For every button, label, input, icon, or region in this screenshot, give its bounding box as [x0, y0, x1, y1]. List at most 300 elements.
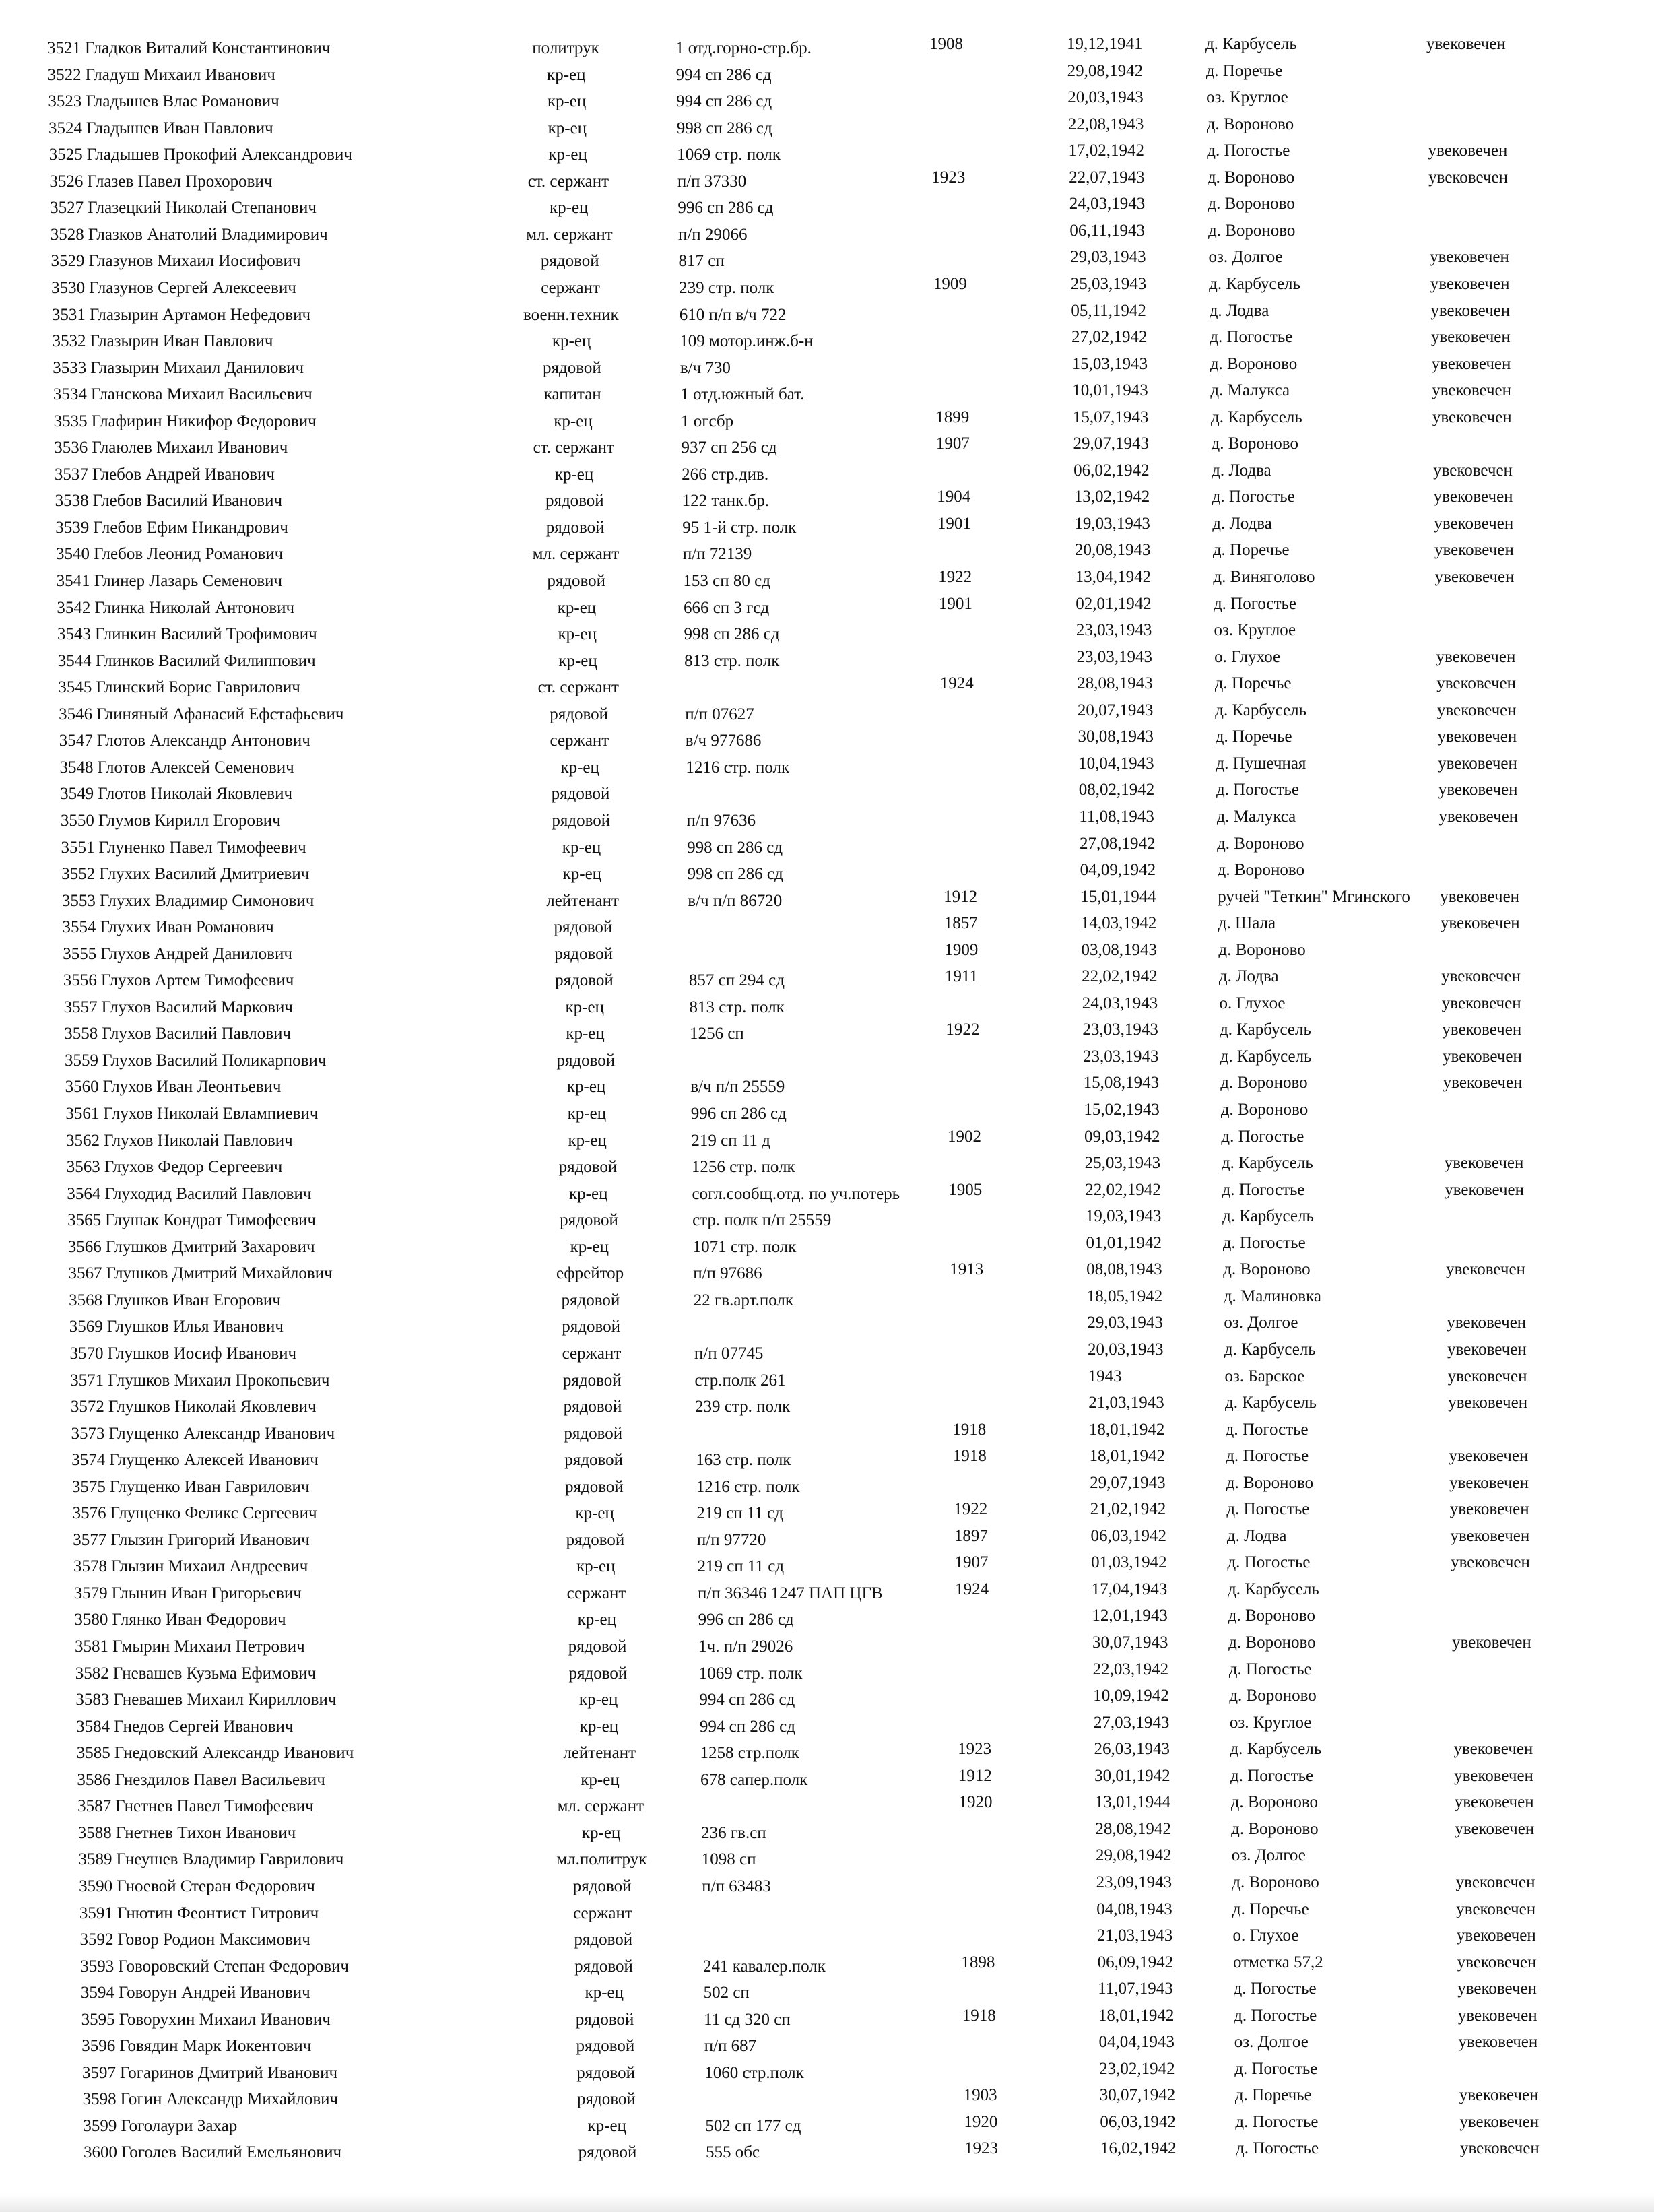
memorial-status: увековечен: [1450, 1526, 1530, 1545]
person-name: Глотов Николай Яковлевич: [98, 785, 293, 804]
record-number: 3558: [64, 1024, 98, 1043]
military-unit: 11 сд 320 сп: [704, 2010, 791, 2029]
person-name: Глухов Николай Павлович: [104, 1131, 293, 1150]
military-unit: 998 сп 286 сд: [676, 119, 772, 137]
record-number: 3583: [75, 1691, 110, 1710]
person-name: Глызин Михаил Андреевич: [110, 1557, 308, 1576]
burial-place: д. Вороново: [1231, 1819, 1319, 1838]
burial-place: д. Лодва: [1212, 461, 1271, 480]
military-unit: 502 сп 177 сд: [705, 2116, 801, 2135]
person-name: Глиняный Афанасий Ефстафьевич: [96, 705, 344, 723]
military-unit: 996 сп 286 сд: [690, 1105, 787, 1123]
record-number: 3578: [73, 1557, 107, 1576]
burial-place: д. Малиновка: [1223, 1287, 1321, 1305]
military-rank: рядовой: [572, 1877, 632, 1895]
military-unit: стр. полк п/п 25559: [692, 1211, 832, 1230]
burial-place: д. Погостье: [1212, 488, 1295, 507]
death-date: 23,03,1943: [1082, 1020, 1158, 1039]
death-date: 22,08,1943: [1067, 115, 1144, 133]
memorial-status: увековечен: [1434, 514, 1514, 533]
death-date: 20,03,1943: [1088, 1340, 1164, 1359]
military-rank: кр-ец: [562, 838, 601, 857]
military-unit: п/п 97686: [693, 1264, 762, 1283]
military-rank: кр-ец: [579, 1717, 619, 1736]
memorial-status: увековечен: [1426, 35, 1506, 53]
military-unit: стр.полк 261: [694, 1371, 786, 1390]
death-date: 18,01,1942: [1088, 1420, 1165, 1439]
military-unit: 1 отд.южный бат.: [680, 385, 805, 404]
record-number: 3568: [69, 1291, 103, 1309]
person-name: Гладышев Влас Романович: [86, 92, 279, 111]
person-name: Гогаринов Дмитрий Иванович: [119, 2063, 338, 2082]
military-unit: согл.сообщ.отд. по уч.потерь: [692, 1184, 900, 1203]
military-rank: рядовой: [564, 1424, 623, 1443]
death-date: 13,02,1942: [1073, 488, 1150, 507]
record-number: 3523: [48, 92, 82, 111]
military-rank: рядовой: [574, 1957, 633, 1976]
military-unit: п/п 97720: [696, 1530, 766, 1549]
military-unit: 610 п/п в/ч 722: [679, 305, 787, 324]
military-rank: кр-ец: [575, 1504, 614, 1523]
person-name: Гоголев Василий Емельянович: [121, 2143, 342, 2162]
person-name: Глухов Артем Тимофеевич: [100, 971, 294, 990]
military-rank: рядовой: [564, 1451, 623, 1470]
memorial-status: увековечен: [1440, 914, 1520, 933]
record-number: 3532: [52, 332, 86, 351]
person-name: Глухов Василий Павлович: [102, 1024, 292, 1043]
memorial-status: увековечен: [1454, 1766, 1533, 1785]
death-date: 05,11,1942: [1071, 301, 1146, 320]
person-name: Гнедовский Александр Иванович: [114, 1744, 354, 1763]
death-date: 25,03,1943: [1070, 274, 1147, 293]
military-unit: 241 кавалер.полк: [703, 1957, 826, 1976]
burial-place: оз. Круглое: [1214, 621, 1296, 640]
burial-place: д. Вороново: [1207, 168, 1295, 187]
burial-place: д. Вороново: [1210, 354, 1298, 373]
memorial-status: увековечен: [1438, 807, 1519, 826]
memorial-status: увековечен: [1458, 2033, 1538, 2052]
birth-year: 1857: [944, 914, 978, 933]
person-name: Гмырин Михаил Петрович: [112, 1637, 305, 1656]
burial-place: оз. Круглое: [1206, 88, 1288, 107]
memorial-status: увековечен: [1447, 1340, 1527, 1359]
military-rank: кр-ец: [581, 1770, 620, 1789]
military-unit: п/п 36346 1247 ПАП ЦГВ: [698, 1584, 883, 1602]
record-number: 3533: [53, 358, 87, 377]
person-name: Глущенко Александр Иванович: [108, 1424, 335, 1443]
military-rank: кр-ец: [558, 625, 597, 644]
burial-place: д. Погостье: [1230, 1766, 1314, 1785]
record-number: 3600: [84, 2143, 117, 2162]
scan-bottom-edge: [0, 2194, 1654, 2212]
military-unit: 857 сп 294 сд: [688, 971, 785, 990]
burial-place: д. Погостье: [1234, 2006, 1317, 2025]
record-number: 3524: [48, 119, 83, 137]
military-rank: рядовой: [550, 705, 608, 723]
death-date: 23,03,1943: [1076, 647, 1153, 666]
military-rank: кр-ец: [566, 1024, 605, 1043]
person-name: Гланскова Михаил Васильевич: [90, 385, 312, 404]
military-unit: 817 сп: [678, 252, 725, 271]
military-unit: 994 сп 286 сд: [676, 92, 772, 111]
record-number: 3576: [72, 1504, 106, 1523]
person-name: Глафирин Никифор Федорович: [91, 412, 317, 430]
memorial-status: увековечен: [1428, 168, 1508, 187]
record-number: 3589: [78, 1850, 112, 1869]
death-date: 30,07,1942: [1099, 2086, 1176, 2105]
military-rank: мл. сержант: [532, 545, 620, 564]
military-unit: 236 гв.сп: [701, 1823, 766, 1842]
death-date: 28,08,1942: [1095, 1819, 1171, 1838]
military-rank: рядовой: [576, 2063, 635, 2082]
military-unit: 998 сп 286 сд: [684, 625, 780, 644]
military-rank: сержант: [573, 1904, 632, 1922]
military-rank: ефрейтор: [556, 1264, 624, 1283]
birth-year: 1922: [954, 1500, 988, 1519]
military-unit: 502 сп: [703, 1984, 750, 2003]
person-name: Глынин Иван Григорьевич: [111, 1584, 302, 1602]
military-rank: кр-ец: [562, 865, 602, 884]
person-name: Гнетнев Павел Тимофеевич: [115, 1797, 314, 1816]
record-number: 3581: [75, 1637, 108, 1656]
military-rank: военн.техник: [523, 305, 619, 324]
person-name: Говорун Андрей Иванович: [118, 1984, 310, 2003]
person-name: Глебов Леонид Романович: [93, 545, 284, 564]
memorial-status: увековечен: [1432, 381, 1512, 400]
military-rank: рядовой: [562, 1371, 622, 1390]
memorial-status: увековечен: [1449, 1500, 1529, 1519]
person-name: Глазков Анатолий Владимирович: [88, 225, 328, 244]
burial-place: д. Лодва: [1212, 514, 1272, 533]
burial-place: д. Карбусель: [1220, 1020, 1311, 1039]
memorial-status: увековечен: [1459, 2112, 1540, 2131]
record-number: 3531: [51, 305, 86, 324]
record-number: 3580: [74, 1611, 108, 1629]
person-name: Глебов Андрей Иванович: [92, 465, 275, 484]
record-number: 3559: [64, 1051, 98, 1070]
memorial-status: увековечен: [1436, 647, 1516, 666]
burial-place: д. Поречье: [1214, 674, 1292, 693]
memorial-status: увековечен: [1433, 461, 1513, 480]
military-rank: лейтенант: [546, 891, 619, 910]
military-rank: кр-ец: [577, 1611, 617, 1629]
person-name: Глазецкий Николай Степанович: [88, 199, 317, 218]
memorial-status: увековечен: [1448, 1394, 1528, 1412]
military-rank: рядовой: [551, 785, 610, 804]
death-date: 30,01,1942: [1094, 1766, 1170, 1785]
military-rank: рядовой: [566, 1530, 625, 1549]
death-date: 15,01,1944: [1080, 887, 1156, 906]
person-name: Глухов Федор Сергеевич: [104, 1158, 283, 1177]
death-date: 23,03,1943: [1083, 1047, 1159, 1066]
military-rank: кр-ец: [581, 1823, 621, 1842]
death-date: 30,07,1943: [1092, 1633, 1168, 1652]
memorial-status: увековечен: [1456, 1926, 1536, 1945]
death-date: 15,03,1943: [1071, 354, 1148, 373]
person-name: Глушков Дмитрий Михайлович: [106, 1264, 333, 1283]
burial-place: д. Вороново: [1206, 115, 1294, 133]
burial-place: д. Вороново: [1211, 434, 1298, 453]
memorial-status: увековечен: [1442, 1020, 1522, 1039]
birth-year: 1920: [964, 2112, 998, 2131]
birth-year: 1918: [952, 1447, 987, 1466]
military-rank: кр-ец: [585, 1984, 624, 2003]
person-name: Глотов Алексей Семенович: [97, 758, 294, 777]
person-name: Гогин Александр Михайлович: [120, 2090, 339, 2109]
military-unit: 1256 стр. полк: [691, 1158, 795, 1177]
memorial-status: увековечен: [1437, 727, 1517, 746]
military-rank: рядовой: [540, 252, 599, 271]
record-number: 3582: [75, 1664, 109, 1683]
military-unit: 996 сп 286 сд: [677, 199, 774, 218]
person-name: Глушков Илья Иванович: [106, 1318, 284, 1336]
burial-place: д. Вороново: [1220, 1101, 1309, 1119]
military-unit: 1098 сп: [701, 1850, 756, 1869]
record-number: 3554: [62, 918, 96, 937]
birth-year: 1904: [937, 488, 971, 507]
death-date: 10,01,1943: [1072, 381, 1148, 400]
record-number: 3549: [60, 785, 94, 804]
military-unit: 666 сп 3 гсд: [683, 598, 770, 617]
record-number: 3579: [73, 1584, 108, 1602]
person-name: Глушков Иосиф Иванович: [107, 1344, 297, 1363]
burial-place: д. Карбусель: [1215, 701, 1307, 719]
person-name: Глушков Иван Егорович: [106, 1291, 281, 1309]
burial-place: д. Погостье: [1216, 781, 1299, 800]
military-rank: кр-ец: [578, 1691, 618, 1710]
record-number: 3577: [73, 1530, 107, 1549]
person-name: Глазырин Михаил Данилович: [90, 358, 304, 377]
burial-place: о. Глухое: [1214, 647, 1281, 666]
death-date: 24,03,1943: [1082, 994, 1158, 1012]
military-rank: мл. сержант: [557, 1797, 644, 1816]
military-unit: 678 сапер.полк: [700, 1770, 808, 1789]
record-number: 3557: [63, 998, 98, 1016]
military-rank: рядовой: [568, 1664, 628, 1683]
record-number: 3521: [47, 39, 81, 57]
record-number: 3563: [66, 1158, 100, 1177]
birth-year: 1909: [944, 940, 979, 959]
person-name: Глухих Владимир Симонович: [99, 891, 315, 910]
burial-place: д. Вороново: [1218, 940, 1306, 959]
death-date: 30,08,1943: [1078, 727, 1154, 746]
person-name: Глазунов Михаил Иосифович: [88, 252, 301, 271]
death-date: 14,03,1942: [1080, 914, 1157, 933]
burial-place: д. Погостье: [1234, 2059, 1318, 2078]
birth-year: 1903: [963, 2086, 997, 2105]
person-name: Глинка Николай Антонович: [94, 598, 295, 617]
birth-year: 1924: [955, 1580, 989, 1598]
death-date: 06,03,1942: [1100, 2112, 1176, 2131]
death-date: 17,02,1942: [1068, 141, 1145, 160]
death-date: 16,02,1942: [1100, 2139, 1177, 2158]
record-number: 3543: [57, 625, 92, 644]
burial-place: д. Погостье: [1228, 1660, 1312, 1679]
birth-year: 1901: [938, 594, 972, 613]
death-date: 26,03,1943: [1094, 1740, 1170, 1759]
record-number: 3569: [69, 1318, 103, 1336]
burial-place: д. Погостье: [1221, 1127, 1304, 1146]
military-unit: 994 сп 286 сд: [699, 1717, 795, 1736]
person-name: Гнетнев Тихон Иванович: [115, 1823, 296, 1842]
memorial-status: увековечен: [1460, 2139, 1540, 2158]
person-name: Глухих Василий Дмитриевич: [99, 865, 310, 884]
military-unit: 994 сп 286 сд: [699, 1691, 795, 1710]
death-date: 24,03,1943: [1069, 195, 1146, 214]
military-rank: кр-ец: [549, 199, 589, 218]
person-name: Глухов Николай Евлампиевич: [103, 1105, 319, 1123]
death-date: 23,09,1943: [1096, 1873, 1172, 1891]
person-name: Гладуш Михаил Иванович: [85, 65, 275, 84]
record-number: 3548: [59, 758, 94, 777]
burial-place: ручей "Теткин" Мгинского: [1218, 887, 1410, 906]
person-name: Глуненко Павел Тимофеевич: [98, 838, 306, 857]
burial-place: д. Карбусель: [1225, 1394, 1317, 1412]
memorial-status: увековечен: [1447, 1367, 1527, 1386]
military-rank: кр-ец: [548, 145, 587, 164]
military-unit: 1 отд.горно-стр.бр.: [675, 39, 812, 57]
burial-place: о. Глухое: [1219, 994, 1286, 1012]
birth-year: 1923: [964, 2139, 998, 2158]
burial-place: д. Погостье: [1207, 141, 1290, 160]
military-rank: рядовой: [562, 1318, 621, 1336]
military-unit: 1256 сп: [690, 1024, 744, 1043]
military-rank: ст. сержант: [527, 172, 609, 191]
record-number: 3542: [57, 598, 91, 617]
record-number: 3538: [55, 492, 89, 511]
memorial-status: увековечен: [1455, 1873, 1535, 1891]
death-date: 02,01,1942: [1076, 594, 1152, 613]
military-unit: 813 стр. полк: [689, 998, 785, 1016]
burial-place: д. Карбусель: [1205, 35, 1297, 53]
record-number: 3574: [71, 1451, 106, 1470]
record-number: 3594: [80, 1984, 114, 2003]
record-number: 3539: [55, 518, 90, 537]
record-number: 3553: [61, 891, 96, 910]
person-name: Гладышев Иван Павлович: [86, 119, 273, 137]
death-date: 08,02,1942: [1078, 781, 1155, 800]
death-date: 15,08,1943: [1083, 1074, 1160, 1093]
burial-place: д. Погостье: [1226, 1447, 1309, 1466]
birth-year: 1908: [929, 35, 963, 53]
burial-place: оз. Барское: [1224, 1367, 1305, 1386]
record-number: 3560: [65, 1078, 99, 1097]
death-date: 23,02,1942: [1099, 2059, 1175, 2078]
death-date: 29,03,1943: [1070, 248, 1146, 267]
death-date: 29,08,1942: [1067, 61, 1144, 80]
record-number: 3599: [83, 2116, 117, 2135]
memorial-status: увековечен: [1449, 1473, 1529, 1492]
record-number: 3552: [61, 865, 96, 884]
birth-year: 1901: [937, 514, 971, 533]
birth-year: 1920: [958, 1793, 993, 1812]
birth-year: 1923: [931, 168, 966, 187]
death-date: 13,04,1942: [1075, 568, 1152, 586]
memorial-status: увековечен: [1436, 701, 1517, 719]
military-unit: 219 сп 11 д: [691, 1131, 770, 1150]
person-name: Глушков Михаил Прокопьевич: [108, 1371, 330, 1390]
military-unit: 239 стр. полк: [695, 1398, 791, 1417]
person-name: Глебов Василий Иванович: [92, 492, 283, 511]
military-unit: 153 сп 80 сд: [683, 572, 770, 590]
military-unit: 219 сп 11 сд: [696, 1504, 783, 1523]
death-date: 20,08,1943: [1075, 541, 1151, 560]
military-unit: п/п 07627: [685, 705, 754, 723]
military-unit: 1069 стр. полк: [698, 1664, 803, 1683]
death-date: 19,03,1943: [1085, 1207, 1162, 1226]
military-rank: кр-ец: [576, 1557, 616, 1576]
burial-place: д. Поречье: [1215, 727, 1292, 746]
military-rank: кр-ец: [552, 332, 591, 351]
military-rank: кр-ец: [547, 92, 587, 111]
memorial-status: увековечен: [1449, 1447, 1529, 1466]
memorial-status: увековечен: [1430, 301, 1511, 320]
record-number: 3534: [53, 385, 87, 404]
military-rank: кр-ец: [570, 1237, 609, 1256]
military-unit: п/п 07745: [694, 1344, 764, 1363]
memorial-status: увековечен: [1446, 1260, 1525, 1279]
record-number: 3541: [56, 572, 90, 590]
death-date: 06,02,1942: [1073, 461, 1150, 480]
birth-year: 1918: [962, 2006, 996, 2025]
burial-place: д. Вороново: [1220, 1074, 1308, 1093]
burial-place: д. Поречье: [1234, 2086, 1312, 2105]
person-name: Глызин Григорий Иванович: [110, 1530, 310, 1549]
military-rank: кр-ец: [566, 1078, 606, 1097]
death-date: 29,03,1943: [1087, 1313, 1163, 1332]
death-date: 27,08,1942: [1079, 834, 1156, 853]
death-date: 20,03,1943: [1067, 88, 1144, 107]
death-date: 22,02,1942: [1085, 1180, 1161, 1199]
person-name: Глушак Кондрат Тимофеевич: [105, 1211, 317, 1230]
death-date: 10,04,1943: [1078, 754, 1154, 773]
burial-place: д. Карбусель: [1224, 1340, 1316, 1359]
military-unit: 109 мотор.инж.б-н: [680, 332, 814, 351]
record-number: 3537: [54, 465, 88, 484]
record-number: 3596: [81, 2037, 116, 2056]
record-number: 3530: [51, 278, 86, 297]
military-rank: рядовой: [574, 1930, 633, 1949]
military-rank: кр-ец: [567, 1105, 607, 1123]
burial-place: д. Погостье: [1226, 1500, 1310, 1519]
record-number: 3571: [70, 1371, 104, 1390]
record-number: 3556: [63, 971, 97, 990]
person-name: Глушков Николай Яковлевич: [108, 1398, 317, 1417]
death-date: 21,03,1943: [1096, 1926, 1173, 1945]
military-rank: рядовой: [554, 944, 614, 963]
memorial-status: увековечен: [1441, 994, 1521, 1012]
burial-place: д. Вороново: [1217, 861, 1305, 880]
record-number: 3564: [67, 1184, 101, 1203]
death-date: 06,03,1942: [1090, 1526, 1166, 1545]
military-rank: рядовой: [578, 2143, 637, 2162]
burial-place: д. Погостье: [1236, 2139, 1319, 2158]
death-date: 12,01,1943: [1092, 1606, 1168, 1625]
record-number: 3547: [59, 731, 93, 750]
person-name: Глебов Ефим Никандрович: [93, 518, 288, 537]
military-rank: кр-ец: [548, 119, 587, 137]
military-unit: п/п 63483: [702, 1877, 771, 1895]
military-rank: кр-ец: [557, 598, 597, 617]
burial-place: д. Вороново: [1217, 834, 1304, 853]
burial-place: д. Вороново: [1228, 1633, 1316, 1652]
military-rank: мл.политрук: [556, 1850, 647, 1869]
death-date: 19,03,1943: [1074, 514, 1150, 533]
memorial-status: увековечен: [1455, 1819, 1535, 1838]
person-name: Глумов Кирилл Егорович: [98, 811, 281, 830]
memorial-status: увековечен: [1454, 1793, 1534, 1812]
military-rank: кр-ец: [554, 465, 594, 484]
